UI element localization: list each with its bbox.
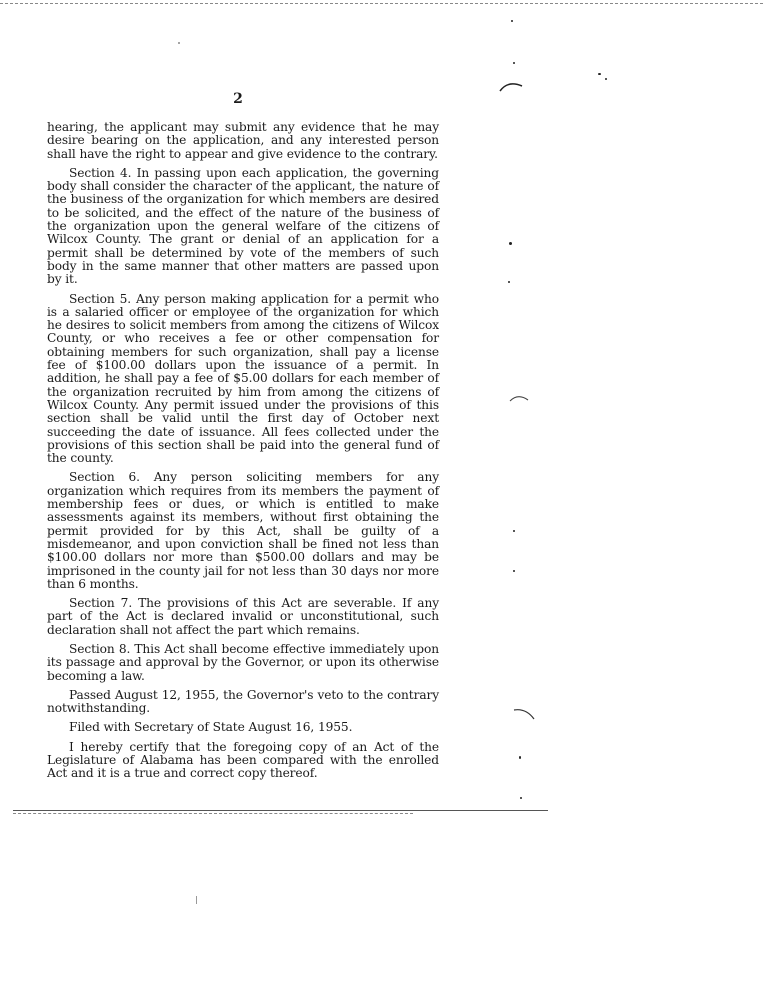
scan-speck <box>605 78 607 80</box>
scan-mark-middle-right <box>508 392 532 404</box>
scan-speck <box>508 281 510 283</box>
scan-speck <box>178 42 180 44</box>
paragraph-filed: Filed with Secretary of State August 16, 1955. <box>69 720 353 735</box>
scan-speck <box>513 570 515 572</box>
paragraph-section-6: Section 6. Any person soliciting members for any organization which requires from its members the payment of membership fees or dues, or which is entitled to make assessments against its members, without first obtaining the permit provided for by this Act, shall be guilty of a misdemeanor, and upon conviction shall be fined not less than $100.00 dollars nor more than $500.00 dollars and may be imprisoned in the county jail for not less than 30 days nor more than 6 months. <box>47 470 439 591</box>
paragraph-certification: I hereby certify that the foregoing copy of an Act of the Legislature of Alabama has been compared with the enrolled Act and it is a true and correct copy thereof. <box>47 739 439 781</box>
scan-speck <box>511 20 513 22</box>
paragraph-section-7: Section 7. The provisions of this Act are severable. If any part of the Act is declared invalid or unconstitutional, such declaration shall not affect the part which remains. <box>47 596 439 637</box>
paragraph-passed: Passed August 12, 1955, the Governor's veto to the contrary notwithstanding. <box>47 687 439 716</box>
bottom-rule-long <box>13 810 548 811</box>
scan-mark-lower-right <box>512 706 538 722</box>
top-edge-rule <box>0 3 763 4</box>
bottom-rule-faint <box>13 813 413 814</box>
paragraph-section-4: Section 4. In passing upon each application, the governing body shall consider the character of the applicant, the nature of the business of the organization for which members are desired to be solicited, and the effect of the nature of the business of the organization upon the general welfare of the citizens of Wilcox County. The grant or denial of an application for a permit shall be determined by vote of the members of such body in the same manner that other matters are passed upon by it. <box>47 165 439 287</box>
scan-speck <box>519 756 521 759</box>
scan-speck <box>513 530 515 532</box>
paragraph-section-5: Section 5. Any person making application for a permit who is a salaried officer or employee of the organization for which he desires to solicit members from among the citizens of Wilcox County, or who receives a fee or other compensation for obtaining members for such organization, shall pay a license fee of $100.00 dollars upon the issuance of a permit. In addition, he shall pay a fee of $5.00 dollars for each member of the organization recruited by him from among the citizens of Wilcox County. Any permit issued under the provisions of this section shall be valid until the first day of October next succeeding the date of issuance. All fees collected under the provisions of this section shall be paid into the general fund of the county. <box>47 291 439 466</box>
scan-speck <box>513 62 515 64</box>
paragraph-section-8: Section 8. This Act shall become effective immediately upon its passage and approval by the Governor, or upon its otherwise becoming a law. <box>47 641 439 683</box>
paragraph-hearing: hearing, the applicant may submit any evidence that he may desire bearing on the application, and any interested person shall have the right to appear and give evidence to the contrary. <box>47 120 439 161</box>
scan-speck <box>196 896 197 904</box>
scan-speck <box>509 242 512 245</box>
scan-speck <box>520 797 522 799</box>
act-body-text <box>47 121 439 787</box>
page-number: 2 <box>233 91 243 107</box>
scan-mark-top-right <box>498 78 526 94</box>
scan-speck <box>598 73 601 75</box>
